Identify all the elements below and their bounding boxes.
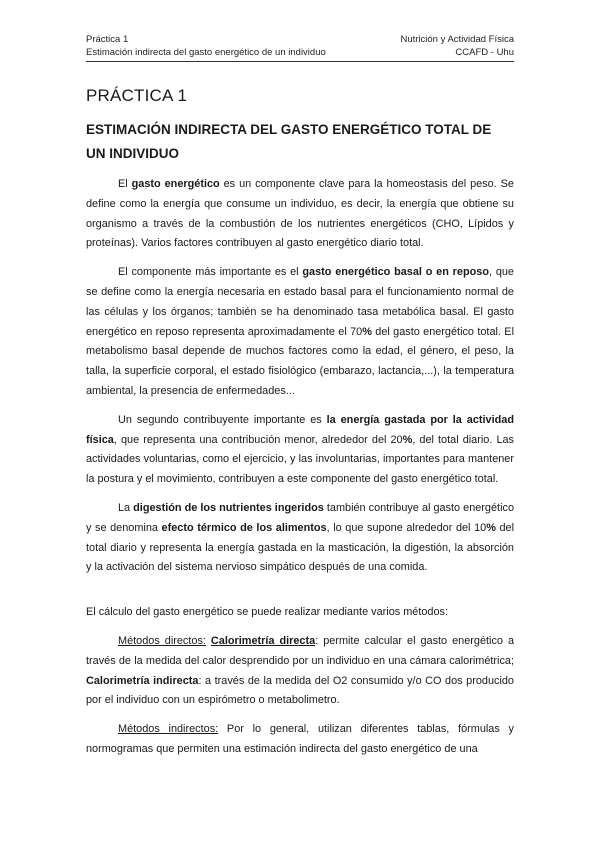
page-title: PRÁCTICA 1: [86, 86, 188, 105]
document-body: [86, 82, 514, 769]
paragraph-gasto-energetico: El gasto energético es un componente clave para la homeostasis del peso. Se define como la energía que consume un individuo, es decir, la energía que obtiene su organismo a través de la combustión de los nutrientes energéticos (CHO, Lípidos y proteínas). Varios factores contribuyen al gasto energético diario total.: [86, 178, 514, 250]
header-subject: Nutrición y Actividad Física: [400, 34, 514, 45]
paragraph-gasto-basal: El componente más importante es el gasto energético basal o en reposo, que se define como la energía necesaria en estado basal para el funcionamiento normal de las células y los órganos; también se ha denominado tasa metabólica basal. El gasto energético en reposo representa aproximadamente el 70% del gasto energético total. El metabolismo basal depende de muchos factores como la edad, el género, el peso, la talla, la superficie corporal, el estado fisiológico (embarazo, lactancia,...), la temperatura ambiental, la presencia de enfermedades...: [86, 266, 514, 397]
header-practice-title: Estimación indirecta del gasto energético de un individuo: [86, 47, 326, 58]
paragraph-metodos-directos: Métodos directos: Calorimetría directa: permite calcular el gasto energético a través de la medida del calor desprendido por un individuo en una cámara calorimétrica; Calorimetría indirecta: a través de la medida del O2 consumido y/o CO dos producido por el individuo con un espirómetro o metabolimetro.: [86, 634, 515, 707]
paragraph-efecto-termico: La digestión de los nutrientes ingeridos también contribuye al gasto energético y se denomina efecto térmico de los alimentos, lo que supone alrededor del 10% del total diario y representa la energía gastada en la masticación, la digestión, la absorción y la activación del sistema nervioso simpático después de una comida.: [86, 501, 514, 574]
header-divider: [86, 61, 514, 62]
page-header-right: [400, 33, 514, 59]
page-header-left: [86, 33, 326, 59]
section-heading: ESTIMACIÓN INDIRECTA DEL GASTO ENERGÉTICO TOTAL DE UN INDIVIDUO: [86, 122, 492, 161]
header-course: Práctica 1: [86, 34, 129, 45]
header-institution: CCAFD - Uhu: [455, 47, 514, 58]
paragraph-metodos-intro: El cálculo del gasto energético se puede realizar mediante varios métodos:: [86, 606, 449, 619]
paragraph-actividad-fisica: Un segundo contribuyente importante es la energía gastada por la actividad física, que representa una contribución menor, alrededor del 20%, del total diario. Las actividades voluntarias, como el ejercicio, y las involuntarias, importantes para mantener la postura y el movimiento, contribuyen a este componente del gasto energético total.: [86, 413, 514, 486]
paragraph-metodos-indirectos: Métodos indirectos: Por lo general, utilizan diferentes tablas, fórmulas y normogramas que permiten una estimación indirecta del gasto energético de una: [86, 723, 514, 755]
